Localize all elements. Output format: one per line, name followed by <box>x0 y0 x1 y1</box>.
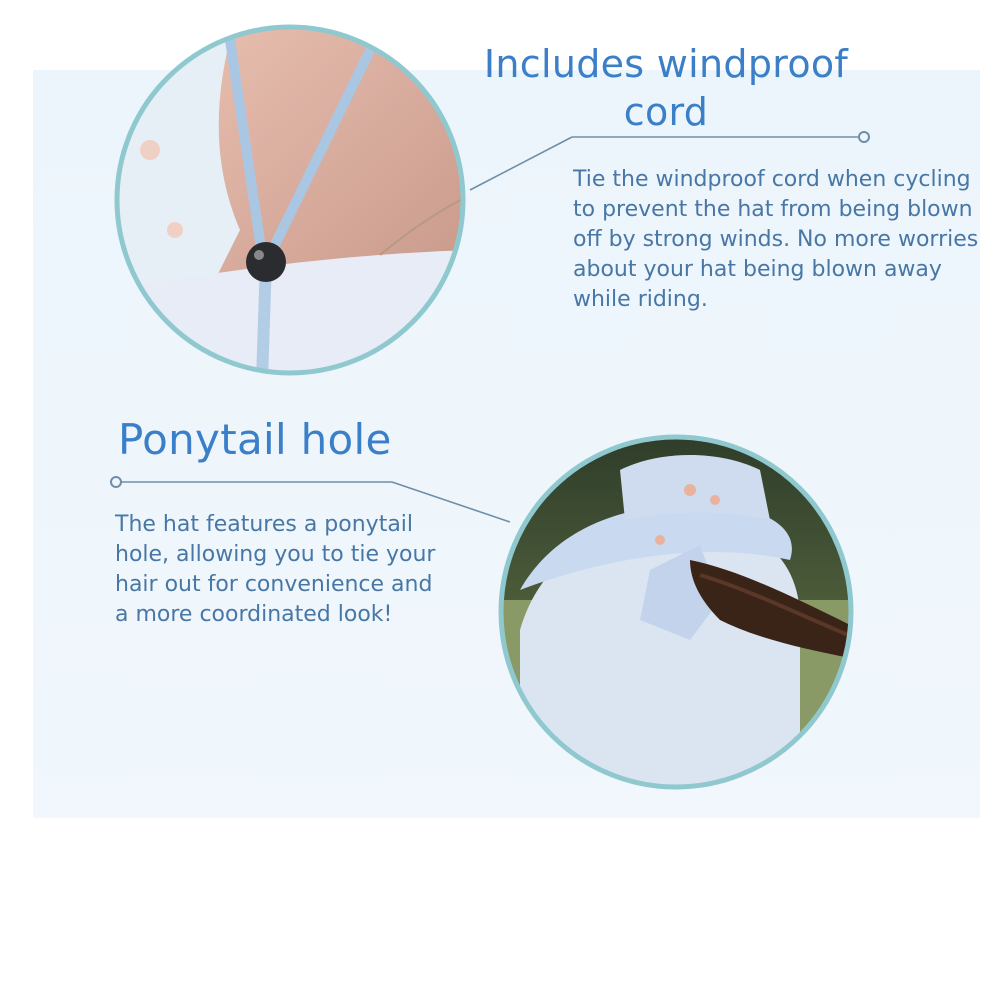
windproof-cord-description: Tie the windproof cord when cycling to prevent the hat from being blown off by strong winds. No more worries about your hat being blown away while riding. <box>573 167 979 312</box>
windproof-cord-title: Includes windproof cord <box>483 42 849 134</box>
ponytail-hole-title: Ponytail hole <box>118 415 392 464</box>
ponytail-hole-description: The hat features a ponytail hole, allowing you to tie your hair out for convenience and a more coordinated look! <box>115 512 436 627</box>
